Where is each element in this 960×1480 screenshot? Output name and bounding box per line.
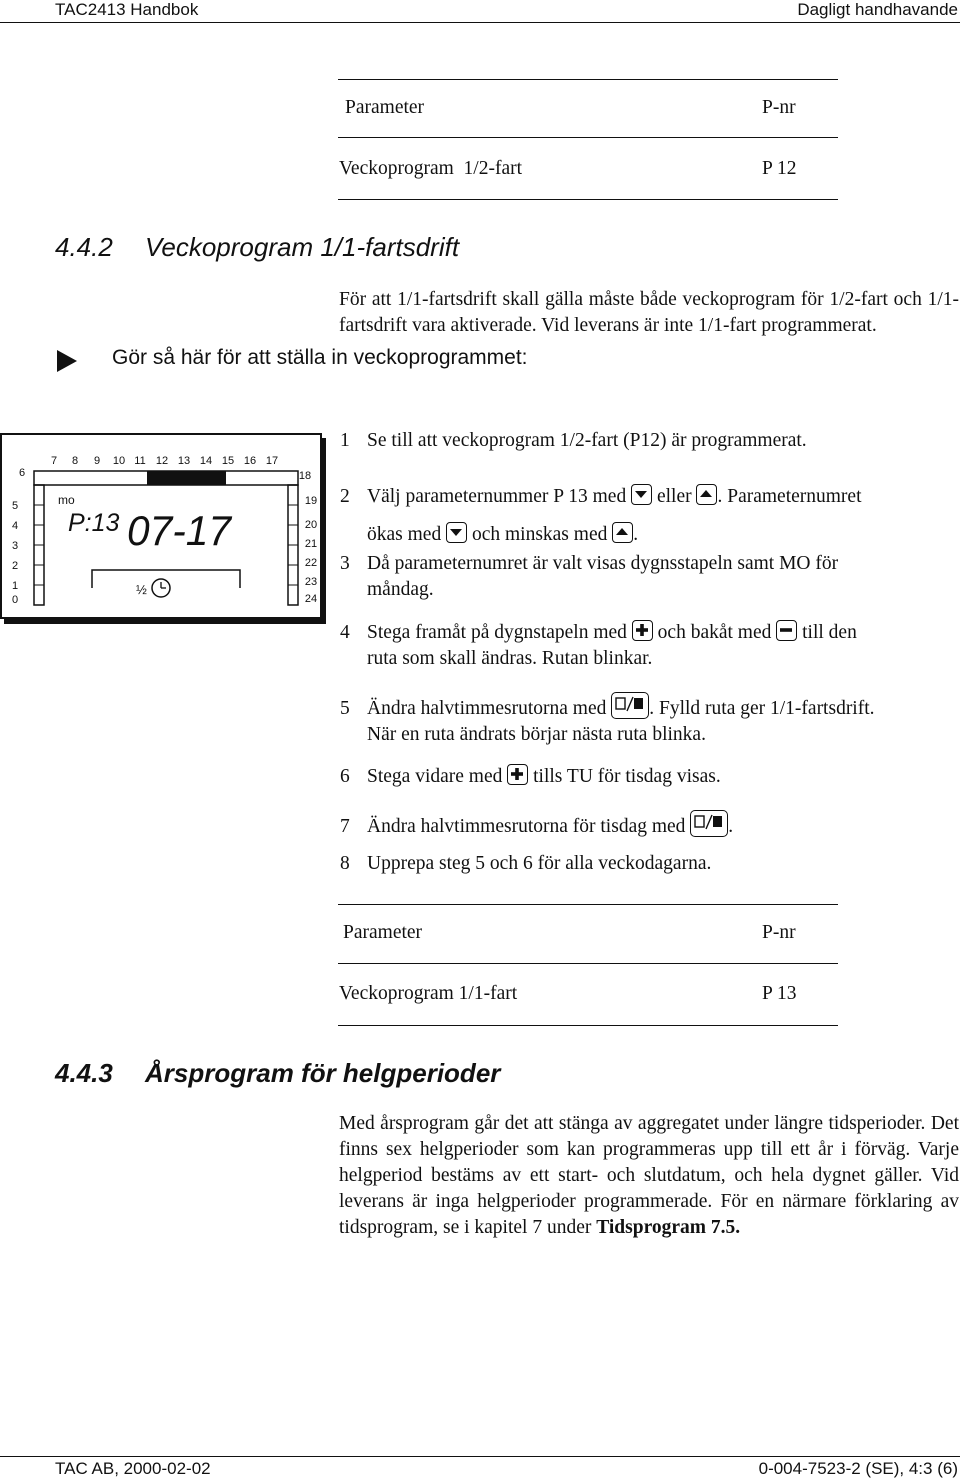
step-text: eller — [656, 486, 692, 507]
lcd-left-hour: 2 — [11, 560, 19, 572]
up-arrow-key-icon — [696, 484, 717, 505]
table2-col-param: Parameter — [343, 922, 423, 943]
step-number: 3 — [340, 553, 350, 574]
lcd-left-hour: 5 — [11, 500, 19, 512]
lcd-left-hour: 0 — [11, 594, 19, 606]
step-number: 6 — [340, 766, 350, 787]
header-rule — [0, 22, 960, 23]
table1-col-param: Parameter — [345, 97, 425, 118]
minus-key-icon — [776, 620, 797, 641]
lcd-top-hour: 10 — [112, 455, 126, 467]
table1-row-param: Veckoprogram 1/2-fart — [339, 158, 523, 179]
lcd-value: 07-17 — [127, 507, 233, 554]
lcd-top-hour: 11 — [134, 455, 146, 467]
step-6 — [340, 764, 940, 790]
step-7 — [340, 810, 940, 840]
section-443-body: Med årsprogram går det att stänga av aggregatet under längre tidsperioder. Det finns sex helgperioder som kan programmeras upp till ett år i förväg. Varje helgperiod bestäms av ett start- och slutdatum, och hela dygnet gäller. Vid leverans är inga helgperioder programmerade. För en närmare förklaring av tidsprogram, se i kapitel 7 under — [339, 1113, 959, 1238]
table2-row-param: Veckoprogram 1/1-fart — [339, 983, 518, 1004]
section-443-number: 4.4.3 — [55, 1058, 113, 1088]
table1-bottom-rule — [338, 199, 838, 200]
table1-mid-rule — [338, 137, 838, 138]
step-text: tills TU för tisdag visas. — [533, 766, 721, 787]
step-5 — [340, 692, 940, 748]
lcd-top-hour: 14 — [199, 455, 213, 467]
step-text: Se till att veckoprogram 1/2-fart (P12) är programmerat. — [367, 430, 807, 451]
step-text: Då parameternumret är valt visas dygnsstapeln samt MO för — [367, 553, 839, 574]
step-number: 8 — [340, 853, 350, 874]
header-right: Dagligt handhavande — [797, 0, 958, 19]
table2-bottom-rule — [338, 1025, 838, 1026]
empty-filled-toggle-key-icon — [690, 810, 728, 837]
lcd-right-hour: 19 — [304, 495, 318, 507]
up-arrow-key-icon — [612, 522, 633, 543]
step-text: . — [633, 524, 639, 545]
lcd-param: P:13 — [68, 509, 120, 537]
step-text: till den — [802, 622, 857, 643]
step-number: 4 — [340, 622, 350, 643]
lcd-half-symbol: ½ — [136, 582, 147, 597]
arrow-marker-icon — [57, 350, 77, 372]
step-number: 7 — [340, 816, 350, 837]
lcd-display — [0, 430, 330, 630]
plus-key-icon — [632, 620, 653, 641]
table2-mid-rule — [338, 963, 838, 964]
section-442-intro: För att 1/1-fartsdrift skall gälla måste både veckoprogram för 1/2-fart och 1/1-fartsdrift vara aktiverade. Vid leverans är inte 1/1-fart programmerat. — [339, 289, 959, 336]
lcd-top-hour: 17 — [265, 455, 279, 467]
lcd-right-hour: 21 — [304, 538, 318, 550]
header-left: TAC2413 Handbok — [55, 0, 199, 19]
table1-top-rule — [338, 79, 838, 80]
lcd-right-hour: 23 — [304, 576, 318, 588]
table1-col-pnr: P-nr — [762, 97, 796, 118]
step-1 — [340, 428, 940, 454]
step-text: . Parameternumret — [717, 486, 862, 507]
how-to-heading: Gör så här för att ställa in veckoprogrammet: — [112, 346, 528, 369]
lcd-right-hour: 20 — [304, 519, 318, 531]
lcd-top-hour: 16 — [243, 455, 257, 467]
step-text: . Fylld ruta ger 1/1-fartsdrift. — [649, 698, 875, 719]
lcd-left-hour: 6 — [18, 467, 26, 479]
lcd-left-hour: 3 — [11, 540, 19, 552]
table2-col-pnr: P-nr — [762, 922, 796, 943]
footer-rule — [0, 1456, 960, 1457]
step-text: När en ruta ändrats börjar nästa ruta blinka. — [367, 724, 706, 745]
table2-top-rule — [338, 904, 838, 905]
step-number: 5 — [340, 698, 350, 719]
table2-row-pnr: P 13 — [762, 983, 797, 1004]
step-text: och bakåt med — [657, 622, 772, 643]
step-2 — [340, 478, 940, 554]
section-443-title: Årsprogram för helgperioder — [145, 1058, 501, 1088]
step-text: och minskas med — [471, 524, 608, 545]
lcd-top-hour: 13 — [177, 455, 191, 467]
down-arrow-key-icon — [631, 484, 652, 505]
section-442-title: Veckoprogram 1/1-fartsdrift — [145, 232, 460, 262]
lcd-right-hour: 18 — [298, 470, 312, 482]
lcd-top-hour: 12 — [155, 455, 169, 467]
step-text: måndag. — [367, 579, 434, 600]
step-8 — [340, 851, 940, 877]
section-442-number: 4.4.2 — [55, 232, 113, 262]
step-3 — [340, 551, 940, 603]
lcd-top-hour: 9 — [93, 455, 101, 467]
plus-key-icon — [507, 764, 528, 785]
step-text: Stega framåt på dygnstapeln med — [367, 622, 627, 643]
lcd-right-hour: 24 — [304, 593, 318, 605]
step-text: . — [728, 816, 734, 837]
chapter-reference-link[interactable]: Tidsprogram 7.5. — [596, 1217, 741, 1238]
empty-filled-toggle-key-icon — [611, 692, 649, 719]
footer-left: TAC AB, 2000-02-02 — [55, 1459, 211, 1478]
step-number: 2 — [340, 486, 350, 507]
lcd-top-hour: 8 — [71, 455, 79, 467]
table1-row-pnr: P 12 — [762, 158, 797, 179]
lcd-left-hour: 1 — [11, 580, 19, 592]
step-text: Ändra halvtimmesrutorna med — [367, 698, 607, 719]
step-4 — [340, 620, 940, 672]
step-text: ruta som skall ändras. Rutan blinkar. — [367, 648, 653, 669]
lcd-top-hour: 7 — [50, 455, 58, 467]
step-text: Stega vidare med — [367, 766, 503, 787]
step-text: Upprepa steg 5 och 6 för alla veckodagarna. — [367, 853, 712, 874]
step-number: 1 — [340, 430, 350, 451]
section-443-text — [339, 1111, 959, 1241]
lcd-top-hour: 15 — [221, 455, 235, 467]
step-text: ökas med — [367, 524, 442, 545]
step-text: Ändra halvtimmesrutorna för tisdag med — [367, 816, 686, 837]
lcd-left-hour: 4 — [11, 520, 19, 532]
step-text: Välj parameternummer P 13 med — [367, 486, 627, 507]
down-arrow-key-icon — [446, 522, 467, 543]
lcd-day: mo — [58, 493, 75, 507]
lcd-right-hour: 22 — [304, 557, 318, 569]
footer-right: 0-004-7523-2 (SE), 4:3 (6) — [758, 1459, 958, 1478]
